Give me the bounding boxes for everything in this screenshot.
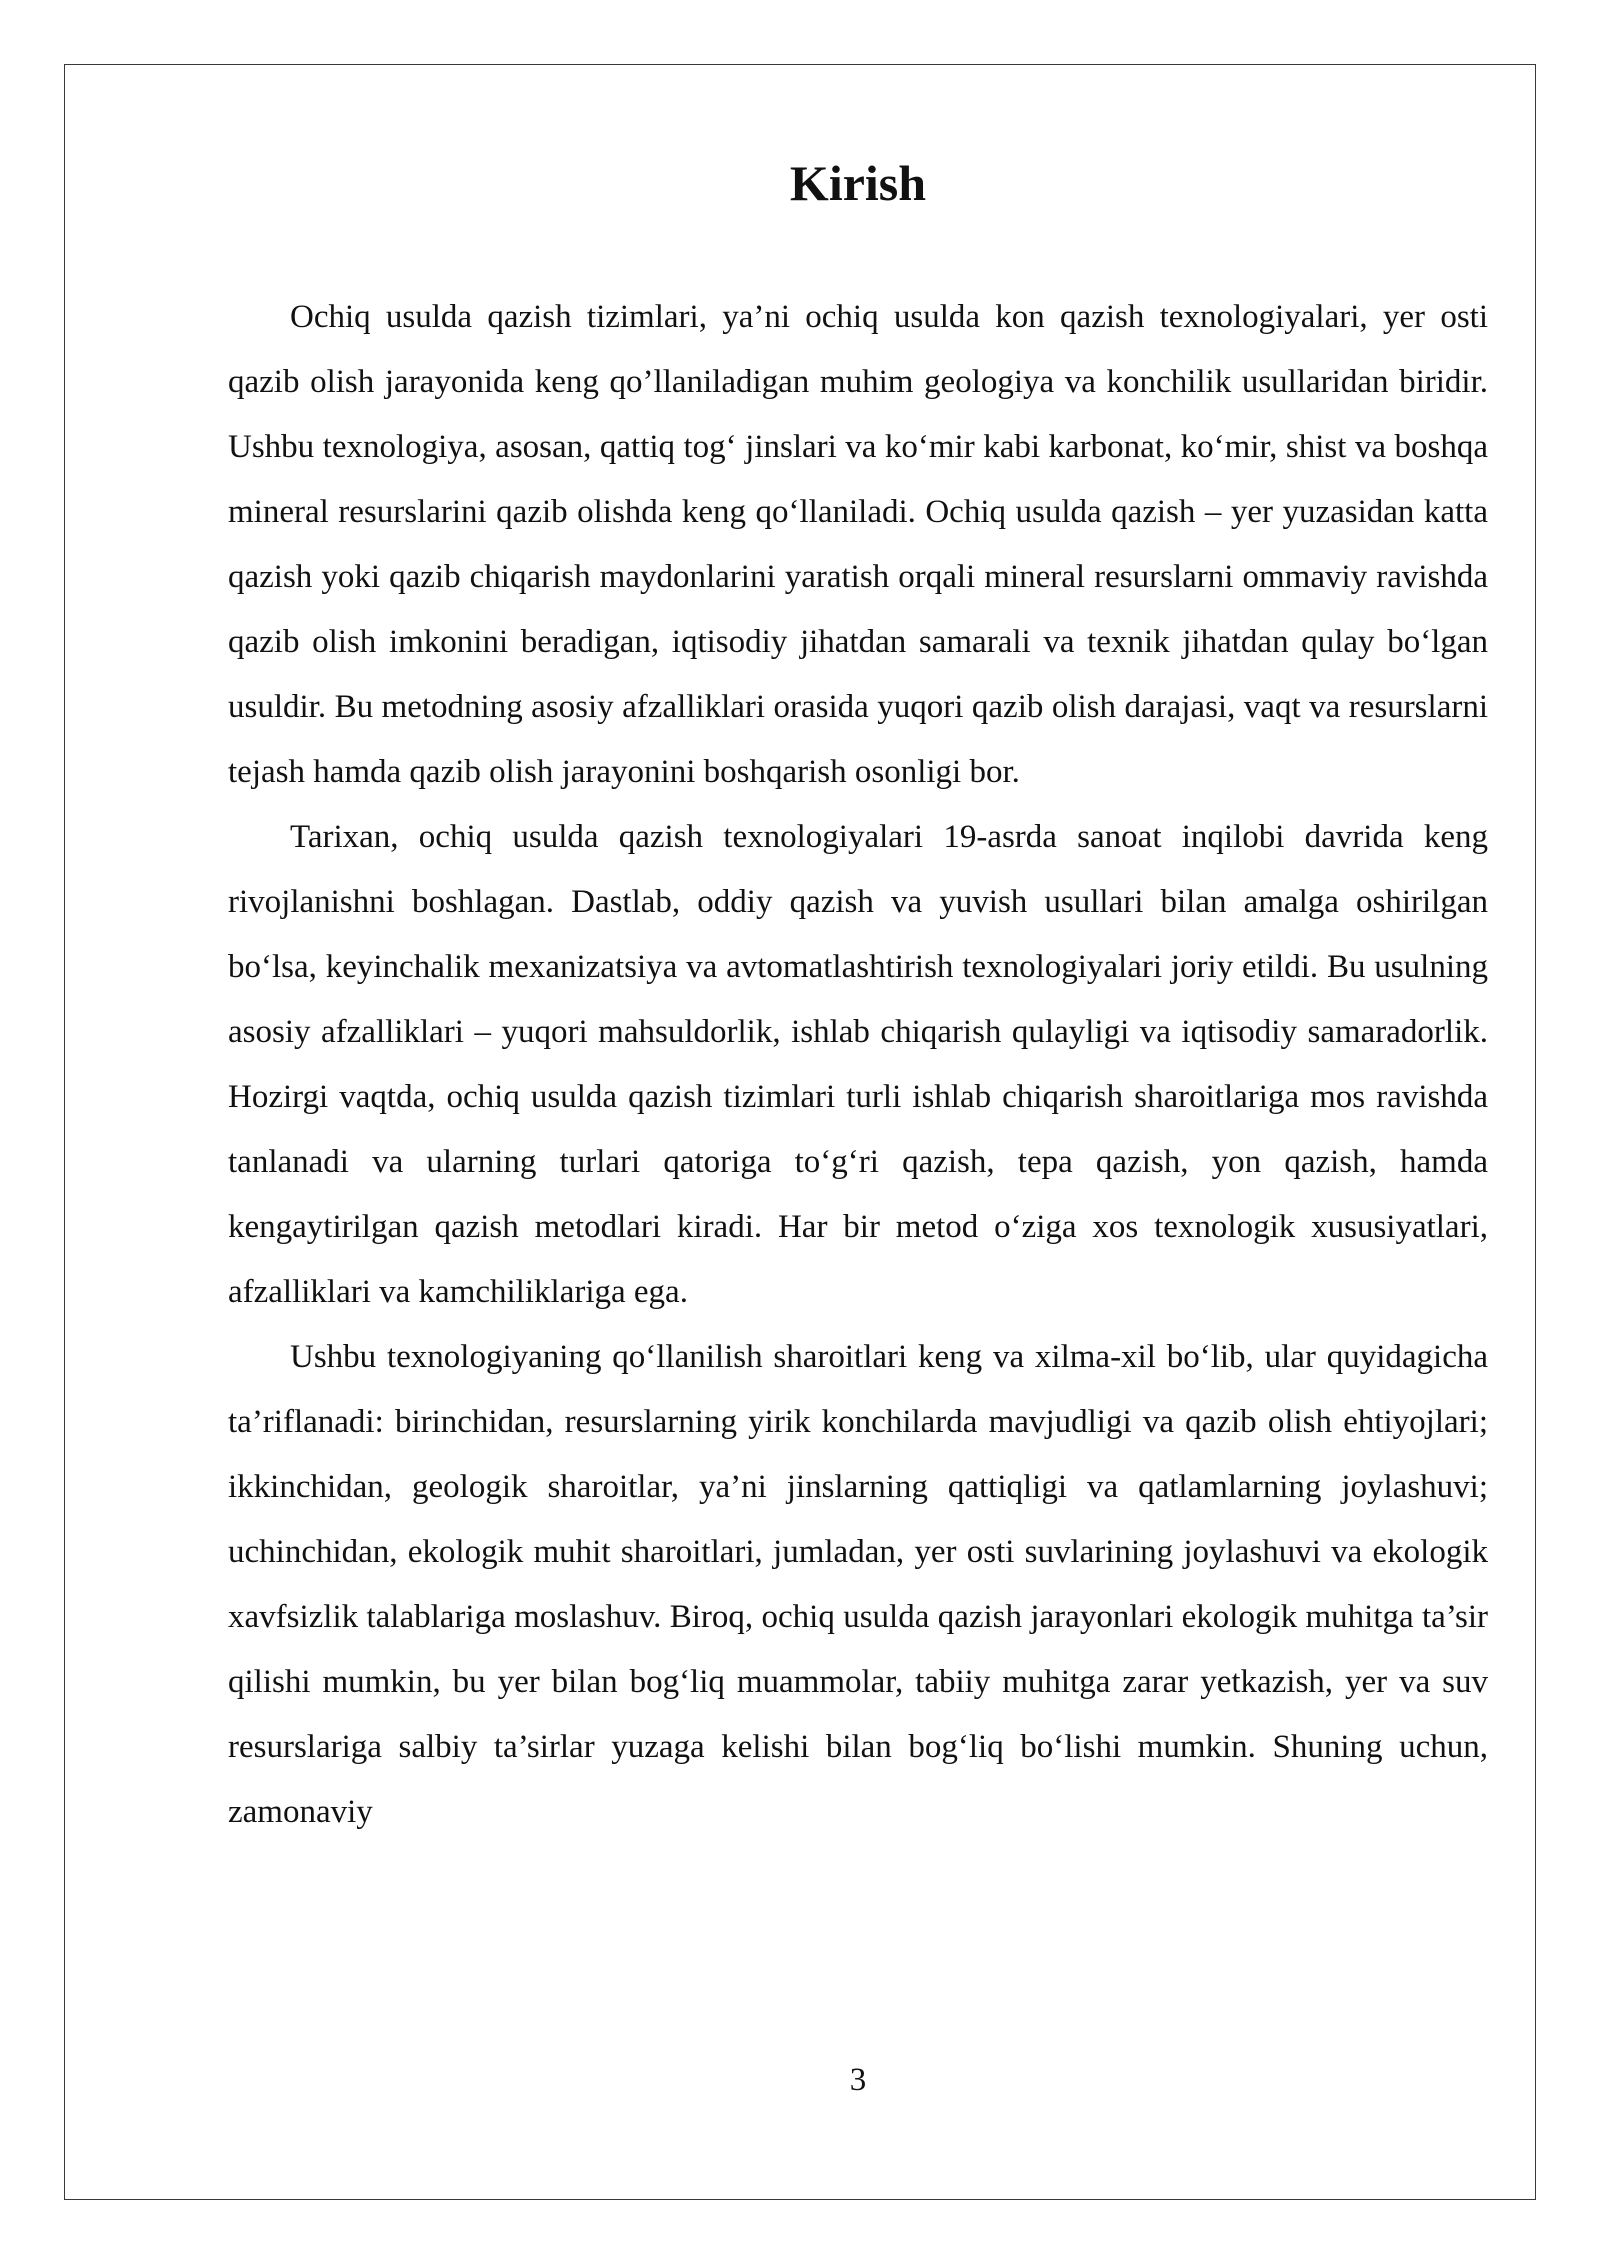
paragraph-1: Ochiq usulda qazish tizimlari, ya’ni ochiq usulda kon qazish texnologiyalari, yer osti qazib olish jarayonida keng qo’llaniladigan muhim geologiya va konchilik usullaridan biridir. Ushbu texnologiya, asosan, qattiq tog‘ jinslari va ko‘mir kabi karbonat, ko‘mir, shist va boshqa mineral resurslarini qazib olishda keng qo‘llaniladi. Ochiq usulda qazish – yer yuzasidan katta qazish yoki qazib chiqarish maydonlarini yaratish orqali mineral resurslarni ommaviy ravishda qazib olish imkonini beradigan, iqtisodiy jihatdan samarali va texnik jihatdan qulay bo‘lgan usuldir. Bu metodning asosiy afzalliklari orasida yuqori qazib olish darajasi, vaqt va resurslarni tejash hamda qazib olish jarayonini boshqarish osonligi bor. (228, 299, 1488, 790)
page-number: 3 (849, 2062, 867, 2098)
paragraph-2: Tarixan, ochiq usulda qazish texnologiyalari 19-asrda sanoat inqilobi davrida keng rivojlanishni boshlagan. Dastlab, oddiy qazish va yuvish usullari bilan amalga oshirilgan bo‘lsa, keyinchalik mexanizatsiya va avtomatlashtirish texnologiyalari joriy etildi. Bu usulning asosiy afzalliklari – yuqori mahsuldorlik, ishlab chiqarish qulayligi va iqtisodiy samaradorlik. Hozirgi vaqtda, ochiq usulda qazish tizimlari turli ishlab chiqarish sharoitlariga mos ravishda tanlanadi va ularning turlari qatoriga to‘g‘ri qazish, tepa qazish, yon qazish, hamda kengaytirilgan qazish metodlari kiradi. Har bir metod o‘ziga xos texnologik xususiyatlari, afzalliklari va kamchiliklariga ega. (228, 819, 1488, 1310)
page-title: Kirish (789, 155, 927, 211)
paragraph-3: Ushbu texnologiyaning qo‘llanilish sharoitlari keng va xilma-xil bo‘lib, ular quyidagicha ta’riflanadi: birinchidan, resurslarning yirik konchilarda mavjudligi va qazib olish ehtiyojlari; ikkinchidan, geologik sharoitlar, ya’ni jinslarning qattiqligi va qatlamlarning joylashuvi; uchinchidan, ekologik muhit sharoitlari, jumladan, yer osti suvlarining joylashuvi va ekologik xavfsizlik talablariga moslashuv. Biroq, ochiq usulda qazish jarayonlari ekologik muhitga ta’sir qilishi mumkin, bu yer bilan bog‘liq muammolar, tabiiy muhitga zarar yetkazish, yer va suv resurslariga salbiy ta’sirlar yuzaga kelishi bilan bog‘liq bo‘lishi mumkin. Shuning uchun, zamonaviy (228, 1339, 1488, 1830)
document-body (228, 285, 1488, 1845)
